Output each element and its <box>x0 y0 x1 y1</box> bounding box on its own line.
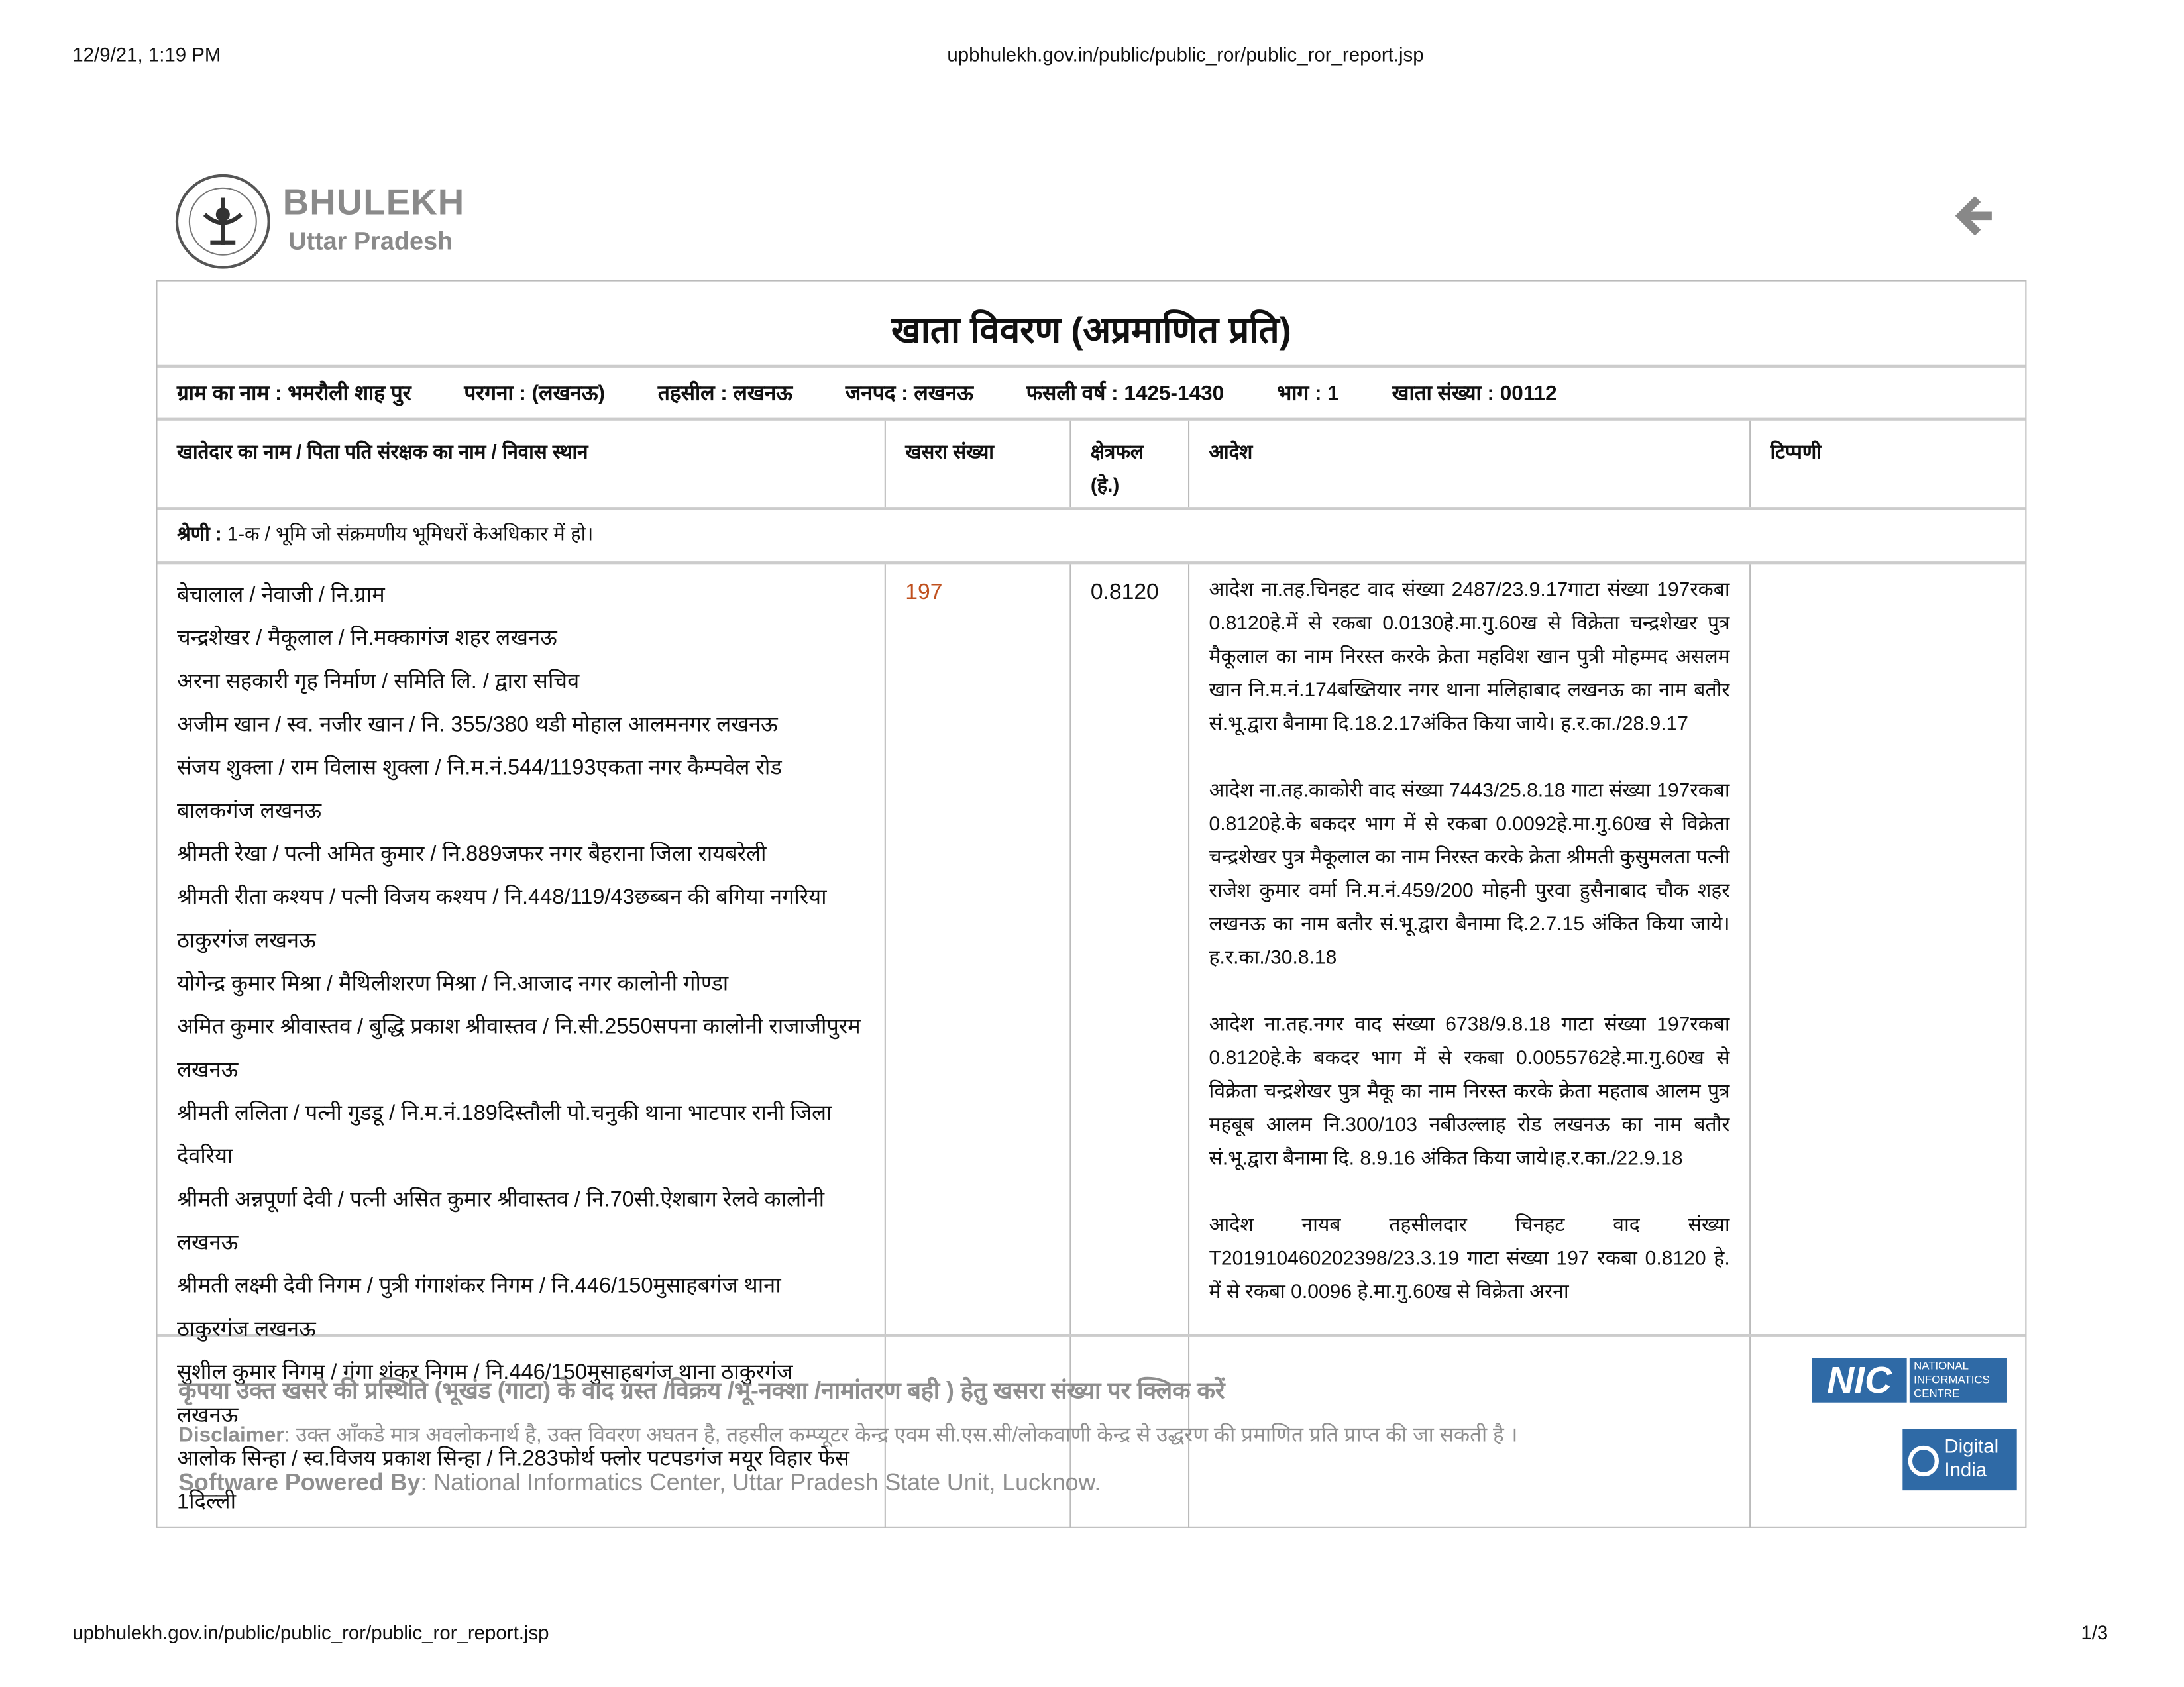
brand-state: Uttar Pradesh <box>288 227 453 255</box>
disclaimer-label: Disclaimer <box>178 1423 284 1447</box>
owner-line: देवरिया <box>176 1144 233 1169</box>
owner-line: बेचालाल / नेवाजी / नि.ग्राम <box>176 583 385 608</box>
owner-line: चन्द्रशेखर / मैकूलाल / नि.मक्कागंज शहर लखनऊ <box>176 626 557 651</box>
khata-number: खाता संख्या : 00112 <box>1392 381 1557 406</box>
owner-line: श्रीमती लक्ष्मी देवी निगम / पुत्री गंगाशंकर निगम / नि.446/150मुसाहबगंज थाना <box>176 1274 781 1299</box>
owner-line: श्रीमती ललिता / पत्नी गुडडू / नि.म.नं.189दिस्तौली पो.चनुकी थाना भाटपार रानी जिला <box>176 1101 832 1126</box>
owner-line: श्रीमती रीता कश्यप / पत्नी विजय कश्यप / नि.448/119/43छब्बन की बगिया नगरिया <box>176 885 827 910</box>
owner-line: लखनऊ <box>176 1231 239 1255</box>
owner-line: अरना सहकारी गृह निर्माण / समिति लि. / द्वारा सचिव <box>176 670 580 694</box>
col-header-owner: खातेदार का नाम / पिता पति संरक्षक का नाम / निवास स्थान <box>176 440 588 463</box>
order-entry: आदेश ना.तह.नगर वाद संख्या 6738/9.8.18 गाटा संख्या 197रकबा 0.8120हे.के बकदर भाग में से रकबा 0.0055762हे.मा.गु.60ख से विक्रेता चन्द्रशेखर पुत्र मैकू का नाम निरस्त करके क्रेता महताब आलम पुत्र महबूब आलम नि.300/103 नबीउल्लाह रोड लखनऊ का नाम बतौर सं.भू.द्वारा बैनामा दि. 8.9.16 अंकित किया जाये।ह.र.का./22.9.18 <box>1209 1014 1730 1170</box>
owner-line: संजय शुक्ला / राम विलास शुक्ला / नि.म.नं.544/1193एकता नगर कैम्पवेल रोड <box>176 756 782 781</box>
order-entry: आदेश ना.तह.चिनहट वाद संख्या 2487/23.9.17गाटा संख्या 197रकबा 0.8120हे.में से रकबा 0.0130हे.मा.गु.60ख से विक्रेता चन्द्रशेखर पुत्र मैकूलाल का नाम निरस्त करके क्रेता महविश खान पुत्री मोहम्मद असलम खान नि.म.नं.174बख्तियार नगर थाना मलिहाबाद लखनऊ का नाम बतौर सं.भू.द्वारा बैनामा दि.18.2.17अंकित किया जाये। ह.र.का./28.9.17 <box>1209 579 1730 735</box>
print-url-header: upbhulekh.gov.in/public/public_ror/public_ror_report.jsp <box>947 43 1424 66</box>
print-datetime: 12/9/21, 1:19 PM <box>72 43 221 66</box>
back-arrow-icon[interactable] <box>1953 192 1997 239</box>
print-url-footer: upbhulekh.gov.in/public/public_ror/public_ror_report.jsp <box>72 1621 549 1644</box>
order-entry: आदेश ना.तह.काकोरी वाद संख्या 7443/25.8.18 गाटा संख्या 197रकबा 0.8120हे.के बकदर भाग में से रकबा 0.0092हे.मा.गु.60ख से विक्रेता चन्द्रशेखर पुत्र मैकूलाल का नाम निरस्त करके क्रेता श्रीमती कुसुमलता पत्नी राजेश कुमार वर्मा नि.म.नं.459/200 मोहनी पुरवा हुसैनाबाद चौक शहर लखनऊ का नाम बतौर सं.भू.द्वारा बैनामा दि.2.7.15 अंकित किया जाये।ह.र.का./30.8.18 <box>1209 780 1730 969</box>
area-value: 0.8120 <box>1090 580 1159 605</box>
col-header-adesh: आदेश <box>1209 440 1253 463</box>
page-title: खाता विवरण (अप्रमाणित प्रति) <box>891 309 1291 351</box>
page-number: 1/3 <box>2081 1621 2108 1644</box>
part: भाग : 1 <box>1277 381 1339 406</box>
owner-line: अमित कुमार श्रीवास्तव / बुद्धि प्रकाश श्रीवास्तव / नि.सी.2550सपना कालोनी राजाजीपुरम <box>176 1015 861 1040</box>
disclaimer-text: : उक्त आँकडे मात्र अवलोकनार्थ है, उक्त विवरण अघतन है, तहसील कम्प्यूटर केन्द्र एवम सी.एस.सी/लोकवाणी केन्द्र से उद्धरण की प्रमाणित प्रति प्राप्त की जा सकती है । <box>284 1423 1518 1447</box>
fasli-year: फसली वर्ष : 1425-1430 <box>1026 381 1225 406</box>
khasra-number-link[interactable]: 197 <box>905 580 943 605</box>
owner-line: योगेन्द्र कुमार मिश्रा / मैथिलीशरण मिश्रा / नि.आजाद नगर कालोनी गोण्डा <box>176 972 729 996</box>
tehsil: तहसील : लखनऊ <box>657 381 792 406</box>
powered-by-text: : National Informatics Center, Uttar Pradesh State Unit, Lucknow. <box>420 1469 1101 1496</box>
owner-line: लखनऊ <box>176 1403 239 1428</box>
owner-line: ठाकुरगंज लखनऊ <box>176 1317 316 1342</box>
pargana: परगना : (लखनऊ) <box>464 381 606 406</box>
owner-line: 1दिल्ली <box>176 1490 237 1514</box>
order-entry: आदेश नायब तहसीलदार चिनहट वाद संख्या T201910460202398/23.3.19 गाटा संख्या 197 रकबा 0.8120 हे. में से रकबा 0.0096 हे.मा.गु.60ख से विक्रेता अरना <box>1209 1214 1730 1304</box>
disclaimer <box>178 1421 1517 1448</box>
owner-line: आलोक सिन्हा / स्व.विजय प्रकाश सिन्हा / नि.283फोर्थ फ्लोर पटपडगंज मयूर विहार फेस <box>176 1446 849 1471</box>
owner-line: ठाकुरगंज लखनऊ <box>176 929 316 953</box>
category-value: 1-क / भूमि जो संक्रमणीय भूमिधरों केअधिकार में हो। <box>221 522 594 545</box>
khata-table <box>156 280 2026 1528</box>
digital-india-logo: Digital India <box>1902 1429 2016 1490</box>
powered-by <box>178 1470 1101 1497</box>
category-row <box>177 521 593 547</box>
brand-name: BHULEKH <box>282 181 465 223</box>
info-row <box>177 379 1557 407</box>
district: जनपद : लखनऊ <box>845 381 973 406</box>
orders-text <box>1209 574 1730 1334</box>
owner-line: श्रीमती अन्नपूर्णा देवी / पत्नी असित कुमार श्रीवास्तव / नि.70सी.ऐशबाग रेलवे कालोनी <box>176 1188 825 1212</box>
owner-line: बालकगंज लखनऊ <box>176 799 322 824</box>
col-header-khasra: खसरा संख्या <box>905 440 994 463</box>
col-header-area: क्षेत्रफल (हे.) <box>1090 440 1144 496</box>
col-header-remarks: टिप्पणी <box>1770 440 1822 463</box>
village-name: ग्राम का नाम : भमरौली शाह पुर <box>176 381 411 406</box>
owner-line: श्रीमती रेखा / पत्नी अमित कुमार / नि.889जफर नगर बैहराना जिला रायबरेली <box>176 842 767 867</box>
owner-line: अजीम खान / स्व. नजीर खान / नि. 355/380 थडी मोहाल आलमनगर लखनऊ <box>176 713 778 737</box>
powered-by-label: Software Powered By <box>178 1469 421 1496</box>
up-government-seal-logo <box>174 173 272 270</box>
owner-line: लखनऊ <box>176 1058 239 1083</box>
category-label: श्रेणी : <box>176 522 222 545</box>
khasra-click-notice: कृपया उक्त खसरे की प्रस्थिति (भूखंड (गाटा) के वाद ग्रस्त /विक्रय /भू-नक्शा /नामांतरण बही ) हेतु खसरा संख्या पर क्लिक करें <box>178 1377 1225 1404</box>
owner-line: सुशील कुमार निगम / गंगा शंकर निगम / नि.446/150मुसाहबगंज थाना ठाकुरगंज <box>176 1360 793 1385</box>
nic-logo: NIC NATIONAL INFORMATICS CENTRE <box>1812 1358 2007 1402</box>
